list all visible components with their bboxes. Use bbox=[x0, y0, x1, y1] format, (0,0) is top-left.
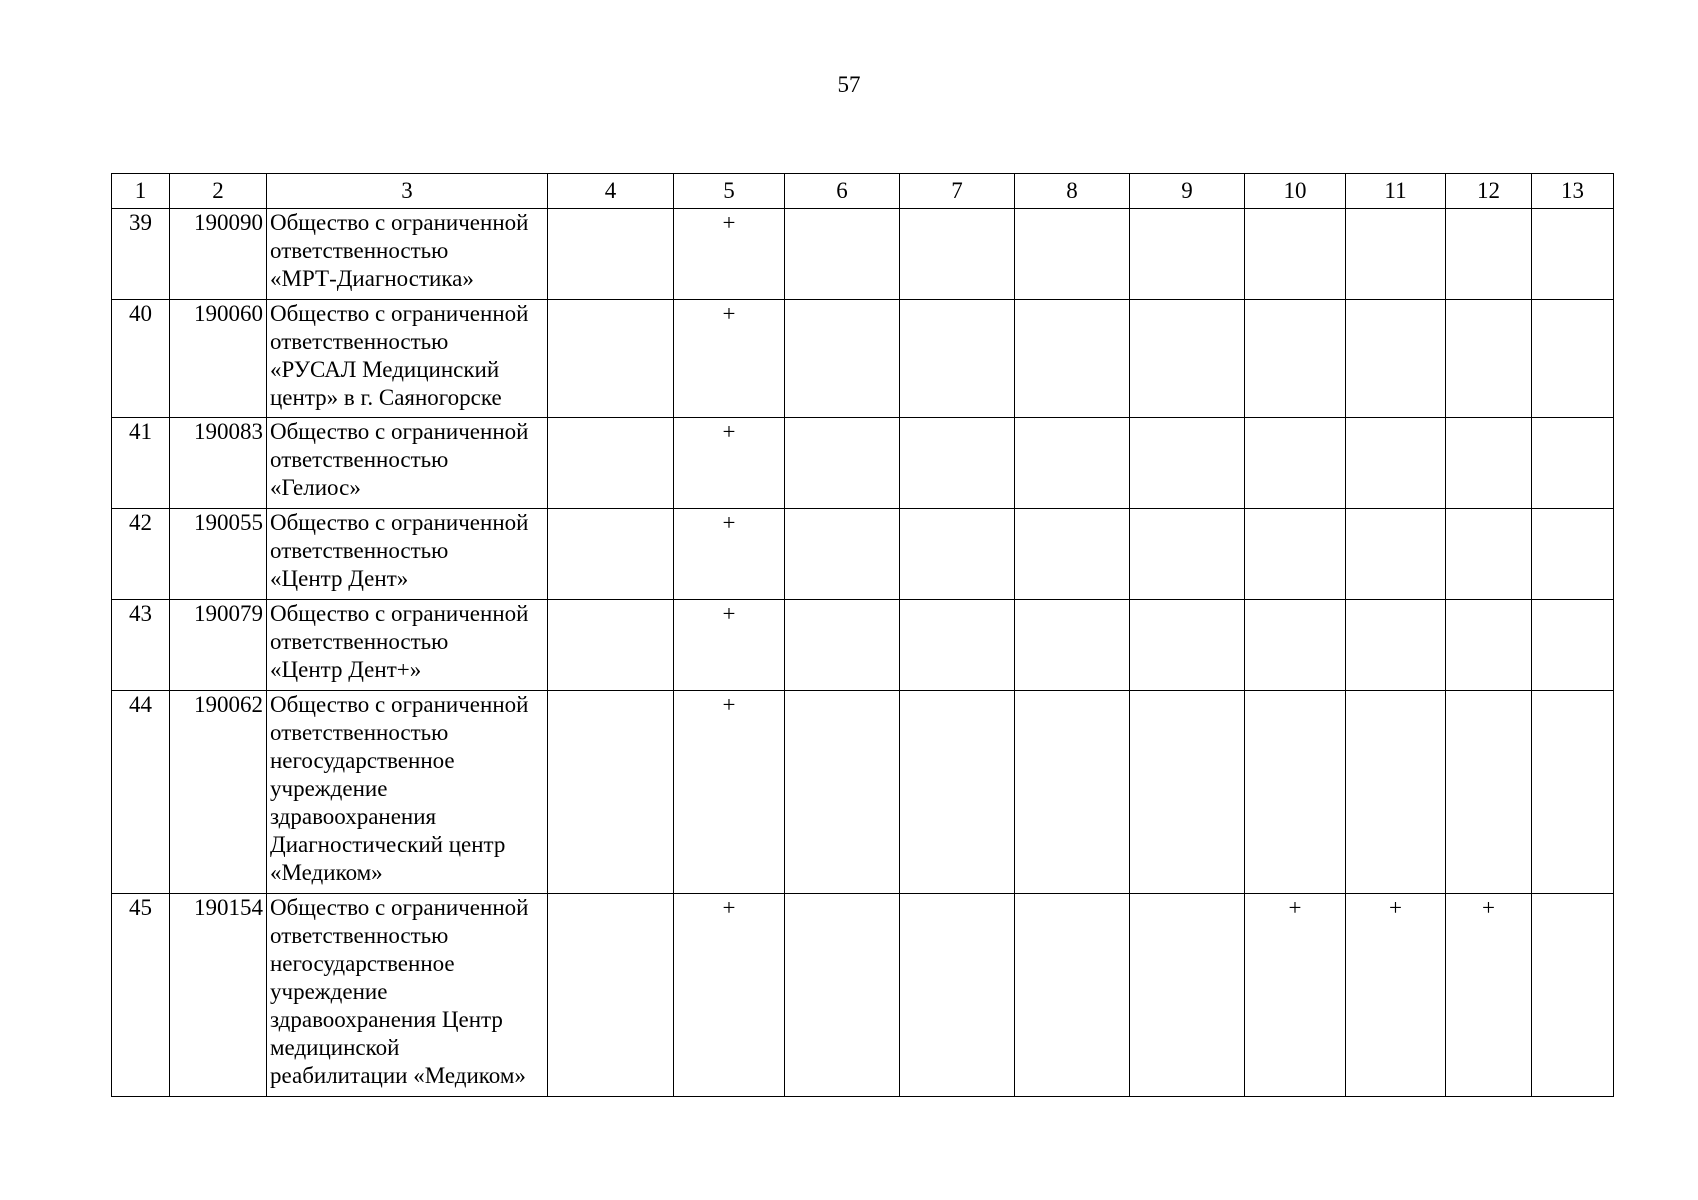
organization-name-cell: Общество с ограниченной ответственностью негосударственное учреждение здравоохранения Диагностический центр «Медиком» bbox=[267, 691, 548, 894]
row-number-cell: 42 bbox=[112, 509, 170, 600]
mark-cell: + bbox=[674, 300, 785, 418]
mark-cell bbox=[785, 600, 900, 691]
mark-cell bbox=[785, 894, 900, 1097]
column-header: 13 bbox=[1532, 174, 1614, 209]
mark-cell bbox=[1532, 209, 1614, 300]
column-header: 5 bbox=[674, 174, 785, 209]
registry-code-cell: 190062 bbox=[170, 691, 267, 894]
row-number-cell: 45 bbox=[112, 894, 170, 1097]
mark-cell bbox=[548, 509, 674, 600]
mark-cell bbox=[785, 691, 900, 894]
column-header: 7 bbox=[900, 174, 1015, 209]
organization-name-cell: Общество с ограниченной ответственностью негосударственное учреждение здравоохранения Центр медицинской реабилитации «Медиком» bbox=[267, 894, 548, 1097]
row-number-cell: 39 bbox=[112, 209, 170, 300]
mark-cell: + bbox=[674, 894, 785, 1097]
organization-name-cell: Общество с ограниченной ответственностью «Центр Дент+» bbox=[267, 600, 548, 691]
mark-cell bbox=[1130, 509, 1245, 600]
registry-code-cell: 190060 bbox=[170, 300, 267, 418]
column-header: 1 bbox=[112, 174, 170, 209]
mark-cell bbox=[1532, 894, 1614, 1097]
mark-cell bbox=[1015, 300, 1130, 418]
mark-cell bbox=[1532, 600, 1614, 691]
column-header: 2 bbox=[170, 174, 267, 209]
mark-cell bbox=[1015, 418, 1130, 509]
mark-cell bbox=[1346, 691, 1446, 894]
mark-cell: + bbox=[1346, 894, 1446, 1097]
mark-cell bbox=[1245, 600, 1346, 691]
column-header: 6 bbox=[785, 174, 900, 209]
column-header: 3 bbox=[267, 174, 548, 209]
row-number-cell: 43 bbox=[112, 600, 170, 691]
mark-cell bbox=[1346, 418, 1446, 509]
mark-cell bbox=[548, 300, 674, 418]
mark-cell: + bbox=[674, 509, 785, 600]
mark-cell bbox=[900, 300, 1015, 418]
mark-cell bbox=[1532, 691, 1614, 894]
mark-cell bbox=[548, 418, 674, 509]
mark-cell bbox=[1446, 209, 1532, 300]
mark-cell bbox=[1130, 691, 1245, 894]
mark-cell bbox=[1015, 209, 1130, 300]
mark-cell bbox=[1346, 509, 1446, 600]
table-row bbox=[112, 691, 1614, 894]
mark-cell bbox=[900, 209, 1015, 300]
mark-cell bbox=[1130, 209, 1245, 300]
organization-name-cell: Общество с ограниченной ответственностью «Гелиос» bbox=[267, 418, 548, 509]
organization-name-cell: Общество с ограниченной ответственностью «Центр Дент» bbox=[267, 509, 548, 600]
mark-cell bbox=[900, 509, 1015, 600]
column-header-row bbox=[112, 174, 1614, 209]
mark-cell bbox=[1446, 509, 1532, 600]
mark-cell bbox=[1532, 509, 1614, 600]
mark-cell bbox=[1015, 509, 1130, 600]
mark-cell bbox=[1446, 418, 1532, 509]
mark-cell bbox=[548, 894, 674, 1097]
table-row bbox=[112, 209, 1614, 300]
mark-cell: + bbox=[674, 600, 785, 691]
mark-cell bbox=[1346, 600, 1446, 691]
mark-cell bbox=[1015, 894, 1130, 1097]
table-row bbox=[112, 509, 1614, 600]
table-row bbox=[112, 600, 1614, 691]
mark-cell bbox=[1346, 209, 1446, 300]
column-header: 8 bbox=[1015, 174, 1130, 209]
column-header: 9 bbox=[1130, 174, 1245, 209]
column-header: 11 bbox=[1346, 174, 1446, 209]
mark-cell bbox=[785, 300, 900, 418]
mark-cell bbox=[785, 209, 900, 300]
mark-cell bbox=[1015, 600, 1130, 691]
column-header: 12 bbox=[1446, 174, 1532, 209]
registry-code-cell: 190090 bbox=[170, 209, 267, 300]
mark-cell bbox=[1245, 209, 1346, 300]
row-number-cell: 41 bbox=[112, 418, 170, 509]
mark-cell bbox=[1130, 600, 1245, 691]
table-row bbox=[112, 300, 1614, 418]
mark-cell bbox=[900, 894, 1015, 1097]
row-number-cell: 40 bbox=[112, 300, 170, 418]
mark-cell: + bbox=[674, 418, 785, 509]
mark-cell bbox=[548, 600, 674, 691]
mark-cell bbox=[900, 418, 1015, 509]
mark-cell bbox=[1446, 600, 1532, 691]
page-number: 57 bbox=[837, 72, 861, 97]
organization-name-cell: Общество с ограниченной ответственностью «РУСАЛ Медицинский центр» в г. Саяногорске bbox=[267, 300, 548, 418]
mark-cell: + bbox=[1446, 894, 1532, 1097]
mark-cell bbox=[1245, 691, 1346, 894]
mark-cell bbox=[900, 600, 1015, 691]
mark-cell bbox=[1130, 418, 1245, 509]
mark-cell bbox=[1015, 691, 1130, 894]
table-row bbox=[112, 418, 1614, 509]
registry-code-cell: 190154 bbox=[170, 894, 267, 1097]
mark-cell bbox=[785, 509, 900, 600]
mark-cell bbox=[785, 418, 900, 509]
registry-code-cell: 190083 bbox=[170, 418, 267, 509]
column-header: 4 bbox=[548, 174, 674, 209]
mark-cell bbox=[900, 691, 1015, 894]
mark-cell: + bbox=[1245, 894, 1346, 1097]
table-row bbox=[112, 894, 1614, 1097]
row-number-cell: 44 bbox=[112, 691, 170, 894]
mark-cell: + bbox=[674, 209, 785, 300]
mark-cell bbox=[548, 691, 674, 894]
registry-code-cell: 190079 bbox=[170, 600, 267, 691]
mark-cell bbox=[1446, 300, 1532, 418]
mark-cell bbox=[1245, 509, 1346, 600]
registry-code-cell: 190055 bbox=[170, 509, 267, 600]
mark-cell bbox=[1245, 300, 1346, 418]
mark-cell bbox=[1245, 418, 1346, 509]
mark-cell bbox=[1532, 300, 1614, 418]
mark-cell bbox=[1130, 300, 1245, 418]
registry-table bbox=[111, 173, 1614, 1097]
mark-cell bbox=[1130, 894, 1245, 1097]
mark-cell bbox=[1446, 691, 1532, 894]
mark-cell bbox=[548, 209, 674, 300]
mark-cell bbox=[1346, 300, 1446, 418]
organization-name-cell: Общество с ограниченной ответственностью «МРТ-Диагностика» bbox=[267, 209, 548, 300]
mark-cell bbox=[1532, 418, 1614, 509]
column-header: 10 bbox=[1245, 174, 1346, 209]
mark-cell: + bbox=[674, 691, 785, 894]
